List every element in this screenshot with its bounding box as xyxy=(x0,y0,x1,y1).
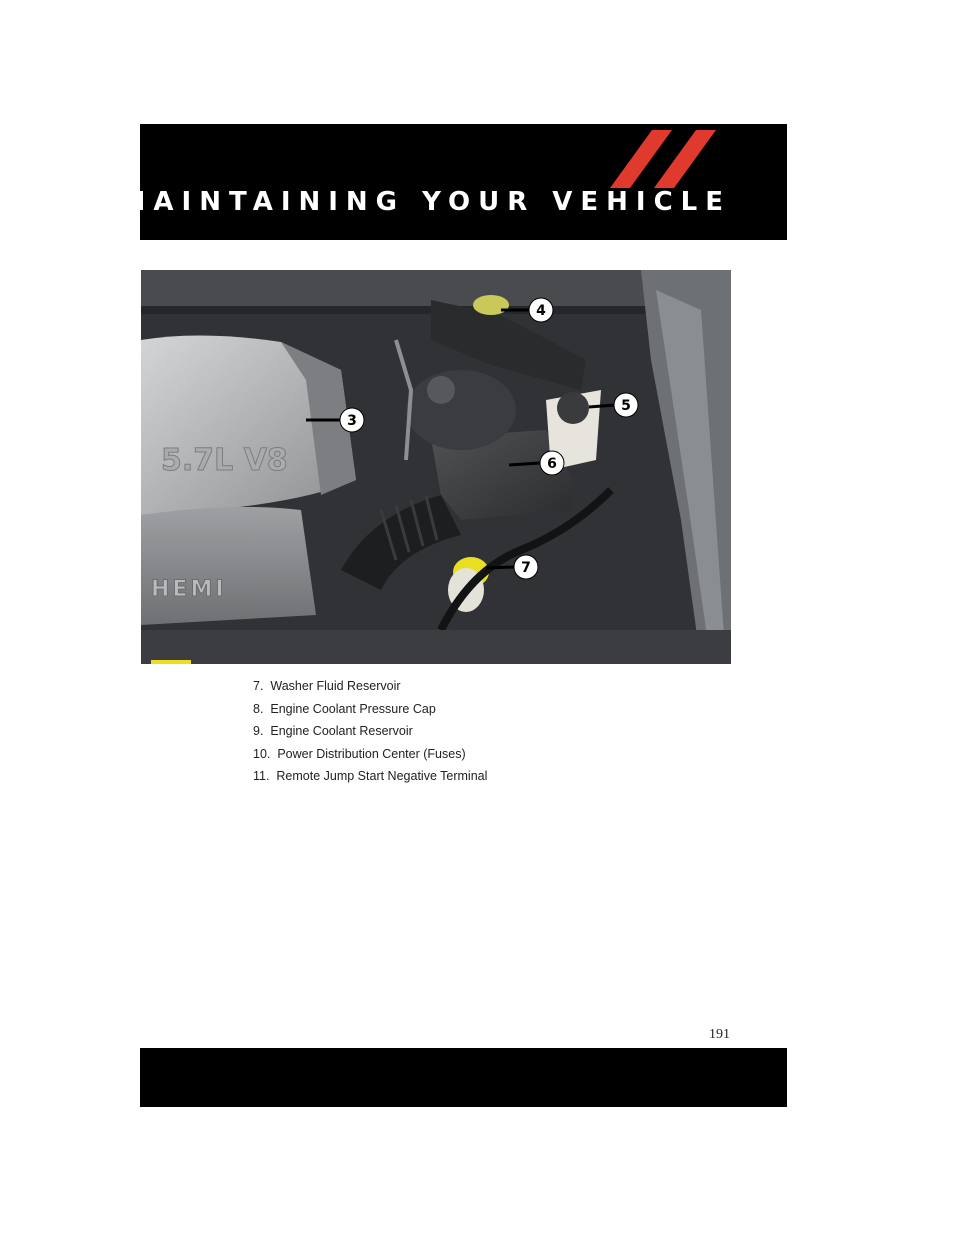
list-item-number: 10. xyxy=(253,746,271,761)
list-item xyxy=(253,677,487,700)
list-item xyxy=(253,700,487,723)
engine-bay-photo xyxy=(141,270,731,664)
callout-list xyxy=(253,677,487,790)
list-item-number: 7. xyxy=(253,679,264,693)
list-item-text: Remote Jump Start Negative Terminal xyxy=(276,769,488,783)
list-item-number: 9. xyxy=(253,724,264,738)
svg-text:7: 7 xyxy=(521,560,531,576)
hemi-cover-text: HEMI xyxy=(151,577,227,602)
list-item-text: Power Distribution Center (Fuses) xyxy=(277,746,466,761)
footer-band xyxy=(140,1048,787,1107)
list-item xyxy=(253,745,487,768)
list-item-number: 11. xyxy=(253,769,270,783)
v8-badge-text: 5.7L V8 xyxy=(161,443,288,478)
header-band xyxy=(119,124,787,240)
svg-text:5: 5 xyxy=(621,398,631,414)
list-item xyxy=(253,722,487,745)
list-item-text: Engine Coolant Reservoir xyxy=(270,724,413,738)
svg-text:3: 3 xyxy=(347,413,357,429)
section-title: MAINTAINING YOUR VEHICLE xyxy=(119,187,731,217)
list-item xyxy=(253,767,487,790)
list-item-text: Washer Fluid Reservoir xyxy=(270,679,401,693)
page-number: 191 xyxy=(709,1027,730,1042)
list-item-text: Engine Coolant Pressure Cap xyxy=(270,701,436,716)
svg-text:4: 4 xyxy=(536,303,546,319)
svg-text:6: 6 xyxy=(547,456,557,472)
brand-stripes-icon xyxy=(610,130,730,190)
list-item-number: 8. xyxy=(253,701,264,716)
